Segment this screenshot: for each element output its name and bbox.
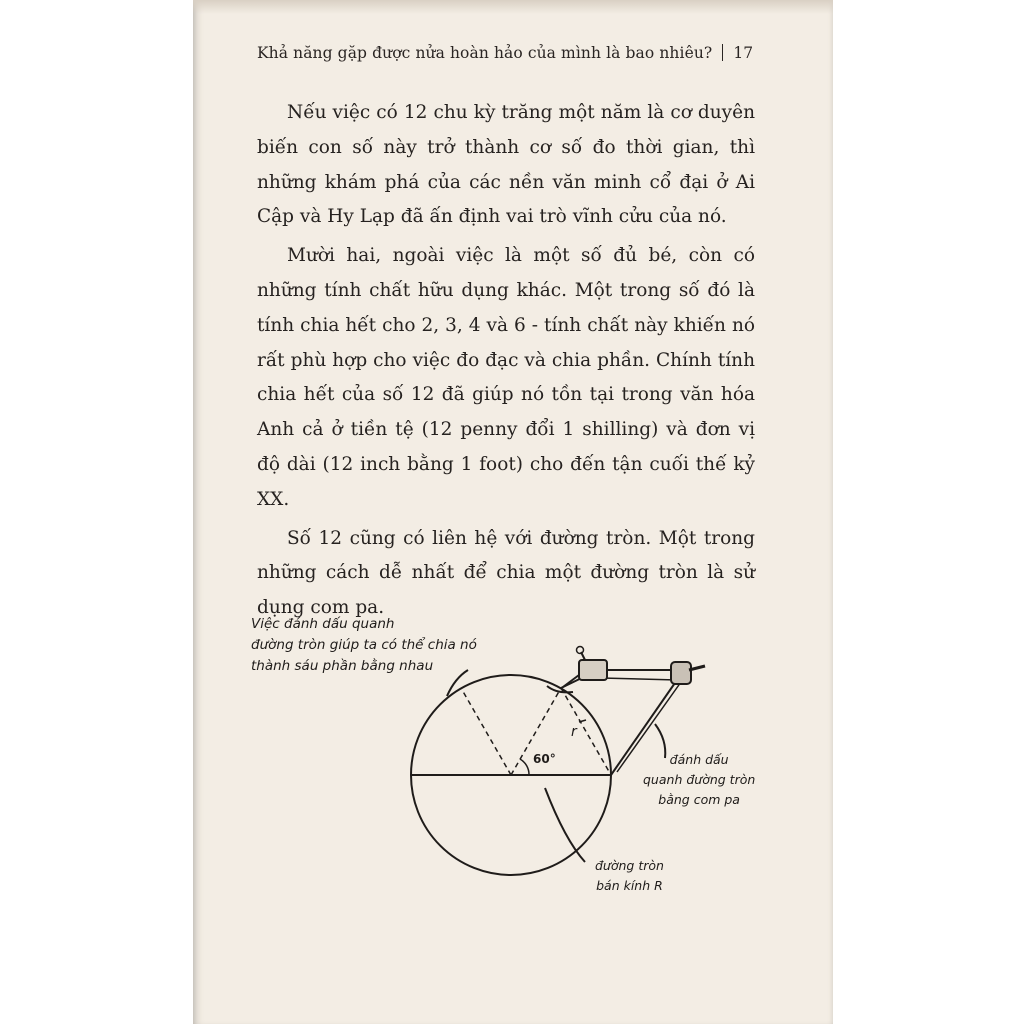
caption-right-line-1: đánh dấu [669,752,729,767]
caption-right-line-3: bằng com pa [658,792,740,807]
dashed-chord [561,688,611,775]
radius-label: r [571,724,577,740]
paragraph-1: Nếu việc có 12 chu kỳ trăng một năm là cơ duyên biến con số này trở thành cơ số đo thời gian, thì những khám phá của các nền văn minh cổ đại ở Ai Cập và Hy Lạp đã ấn định vai trò vĩnh cửu của nó. [257,102,755,228]
running-head [257,44,767,62]
caption-right [643,750,755,810]
compass-arm-lower [601,678,677,680]
clamp-knob [577,647,584,654]
paragraph-2: Mười hai, ngoài việc là một số đủ bé, còn có những tính chất hữu dụng khác. Một trong số đó là tính chia hết cho 2, 3, 4 và 6 - tính chất này khiến nó rất phù hợp cho việc đo đạc và chia phần. Chính tính chia hết của số 12 đã giúp nó tồn tại trong văn hóa Anh cả ở tiền tệ (12 penny đổi 1 shilling) và đơn vị độ dài (12 inch bằng 1 foot) cho đến tận cuối thế kỷ XX. [257,245,755,510]
compass-hinge [671,662,691,684]
body-text [257,96,755,630]
book-page [193,0,833,1024]
caption-top-line-3: thành sáu phần bằng nhau [251,658,434,674]
pencil-clamp [579,660,607,680]
compass-illustration [193,600,833,930]
angle-arc [520,759,529,775]
caption-bottom [595,856,664,896]
dashed-radius-left [461,688,511,775]
page-number: 17 [733,44,754,62]
caption-top-line-1: Việc đánh dấu quanh [251,616,395,632]
paragraph-3: Số 12 cũng có liên hệ với đường tròn. Một trong những cách dễ nhất để chia một đường tròn là sử dụng com pa. [257,527,755,619]
caption-bottom-line-1: đường tròn [595,858,664,873]
caption-right-line-2: quanh đường tròn [643,772,756,787]
caption-top-line-2: đường tròn giúp ta có thể chia nó [251,637,477,653]
chapter-title: Khả năng gặp được nửa hoàn hảo của mình là bao nhiêu? [257,44,713,62]
caption-top [251,614,477,677]
header-separator [722,44,723,61]
arc-mark-bottom [545,788,585,862]
angle-label: 60° [533,752,556,766]
caption-bottom-line-2: bán kính R [596,878,663,893]
